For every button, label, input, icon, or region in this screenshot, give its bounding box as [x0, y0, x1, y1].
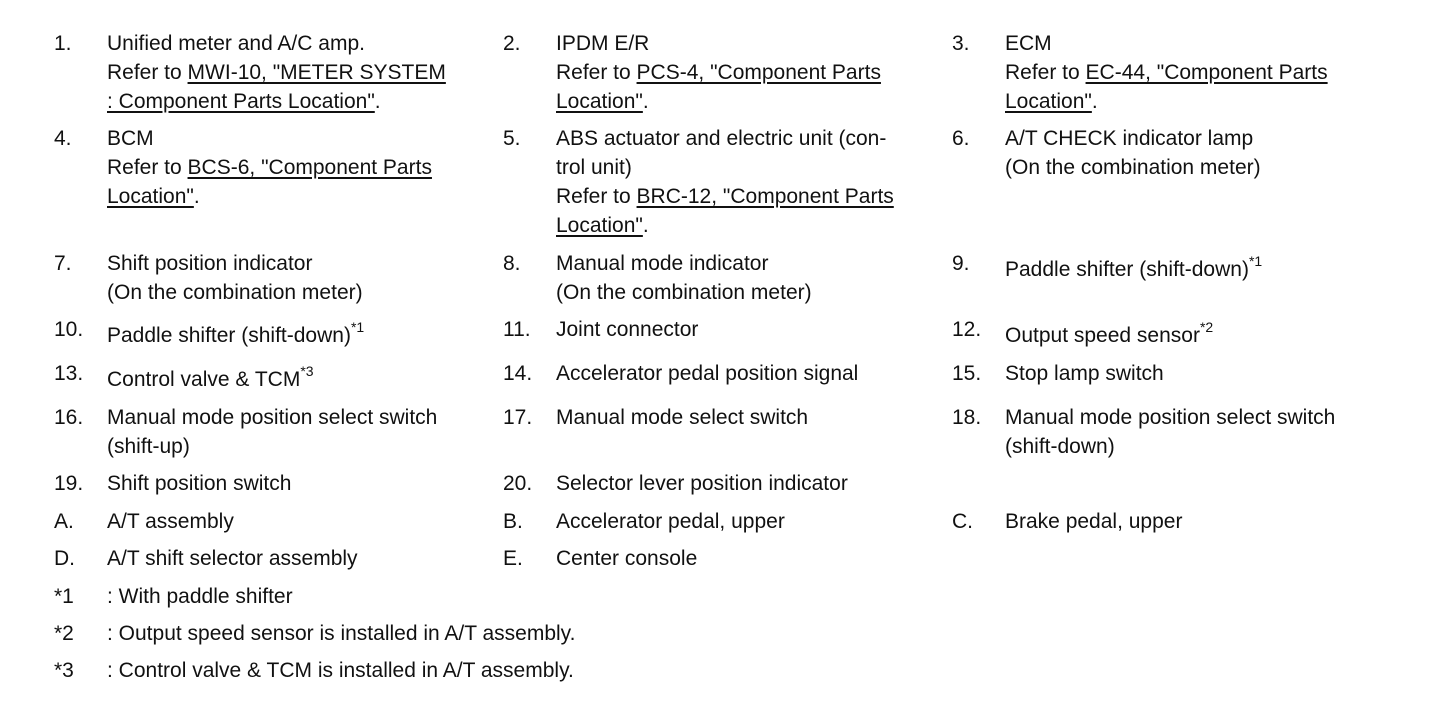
- item-label: Manual mode select switch: [556, 406, 809, 429]
- refer-suffix: .: [1091, 90, 1098, 113]
- reference-link[interactable]: Location": [556, 214, 643, 237]
- item-number: 5.: [503, 127, 521, 150]
- footnote-text: : Control valve & TCM is installed in A/T assembly.: [107, 659, 574, 682]
- refer-prefix: Refer to: [107, 61, 188, 84]
- footnote-mark: *2: [54, 622, 74, 645]
- reference-link[interactable]: BCS-6, "Component Parts: [187, 156, 432, 179]
- item-sublabel: (On the combination meter): [556, 281, 812, 304]
- item-number: 7.: [54, 252, 72, 275]
- footnote-mark: *3: [54, 659, 74, 682]
- item-label: Shift position indicator: [107, 252, 313, 275]
- refer-prefix: Refer to: [556, 185, 637, 208]
- item-sublabel: (On the combination meter): [107, 281, 363, 304]
- item-label: Output speed sensor: [1005, 324, 1200, 347]
- item-number: 18.: [952, 406, 982, 429]
- item-label: Shift position switch: [107, 472, 292, 495]
- refer-suffix: .: [642, 214, 649, 237]
- item-number: 8.: [503, 252, 521, 275]
- item-number: 14.: [503, 362, 533, 385]
- item-letter: E.: [503, 547, 523, 570]
- reference-link[interactable]: MWI-10, "METER SYSTEM: [187, 61, 446, 84]
- item-label: ABS actuator and electric unit (con-: [556, 127, 887, 150]
- footnote-marker: *2: [1199, 319, 1214, 335]
- refer-prefix: Refer to: [107, 156, 188, 179]
- item-number: 3.: [952, 32, 970, 55]
- item-label: Manual mode position select switch: [1005, 406, 1336, 429]
- item-label: Control valve & TCM: [107, 368, 301, 391]
- refer-prefix: Refer to: [556, 61, 637, 84]
- item-label: Accelerator pedal, upper: [556, 510, 785, 533]
- footnote-mark: *1: [54, 585, 74, 608]
- refer-suffix: .: [642, 90, 649, 113]
- item-number: 9.: [952, 252, 970, 275]
- item-label: Selector lever position indicator: [556, 472, 848, 495]
- item-number: 2.: [503, 32, 521, 55]
- reference-link[interactable]: PCS-4, "Component Parts: [636, 61, 881, 84]
- item-label: ECM: [1005, 32, 1052, 55]
- item-letter: C.: [952, 510, 973, 533]
- item-label-continued: trol unit): [556, 156, 632, 179]
- item-number: 10.: [54, 318, 84, 341]
- reference-link[interactable]: BRC-12, "Component Parts: [636, 185, 894, 208]
- item-label: A/T shift selector assembly: [107, 547, 358, 570]
- reference-link[interactable]: Location": [1005, 90, 1092, 113]
- item-number: 4.: [54, 127, 72, 150]
- item-label: Center console: [556, 547, 698, 570]
- item-sublabel: (shift-up): [107, 435, 190, 458]
- item-number: 13.: [54, 362, 84, 385]
- reference-link[interactable]: Location": [556, 90, 643, 113]
- footnote-text: : Output speed sensor is installed in A/T assembly.: [107, 622, 576, 645]
- item-label: IPDM E/R: [556, 32, 650, 55]
- item-number: 11.: [503, 318, 531, 341]
- item-number: 6.: [952, 127, 970, 150]
- item-number: 17.: [503, 406, 533, 429]
- item-label: Stop lamp switch: [1005, 362, 1164, 385]
- item-label: Paddle shifter (shift-down): [107, 324, 351, 347]
- item-number: 16.: [54, 406, 84, 429]
- item-label: BCM: [107, 127, 154, 150]
- item-number: 20.: [503, 472, 533, 495]
- item-letter: B.: [503, 510, 523, 533]
- footnote-text: : With paddle shifter: [107, 585, 293, 608]
- item-label: A/T assembly: [107, 510, 234, 533]
- reference-link[interactable]: EC-44, "Component Parts: [1085, 61, 1328, 84]
- footnote-marker: *3: [300, 363, 314, 379]
- item-letter: A.: [54, 510, 74, 533]
- item-label: Accelerator pedal position signal: [556, 362, 859, 385]
- refer-suffix: .: [374, 90, 381, 113]
- item-label: Paddle shifter (shift-down): [1005, 258, 1249, 281]
- item-number: 1.: [54, 32, 72, 55]
- item-number: 15.: [952, 362, 982, 385]
- item-letter: D.: [54, 547, 75, 570]
- reference-link[interactable]: Location": [107, 185, 194, 208]
- item-label: A/T CHECK indicator lamp: [1005, 127, 1254, 150]
- item-number: 19.: [54, 472, 84, 495]
- item-number: 12.: [952, 318, 982, 341]
- footnote-marker: *1: [350, 319, 365, 335]
- item-label: Unified meter and A/C amp.: [107, 32, 365, 55]
- item-label: Joint connector: [556, 318, 699, 341]
- footnote-marker: *1: [1248, 253, 1263, 269]
- item-label: Manual mode position select switch: [107, 406, 438, 429]
- refer-suffix: .: [193, 185, 200, 208]
- refer-prefix: Refer to: [1005, 61, 1086, 84]
- item-label: Manual mode indicator: [556, 252, 769, 275]
- item-sublabel: (On the combination meter): [1005, 156, 1261, 179]
- reference-link[interactable]: : Component Parts Location": [107, 90, 375, 113]
- item-label: Brake pedal, upper: [1005, 510, 1183, 533]
- item-sublabel: (shift-down): [1005, 435, 1115, 458]
